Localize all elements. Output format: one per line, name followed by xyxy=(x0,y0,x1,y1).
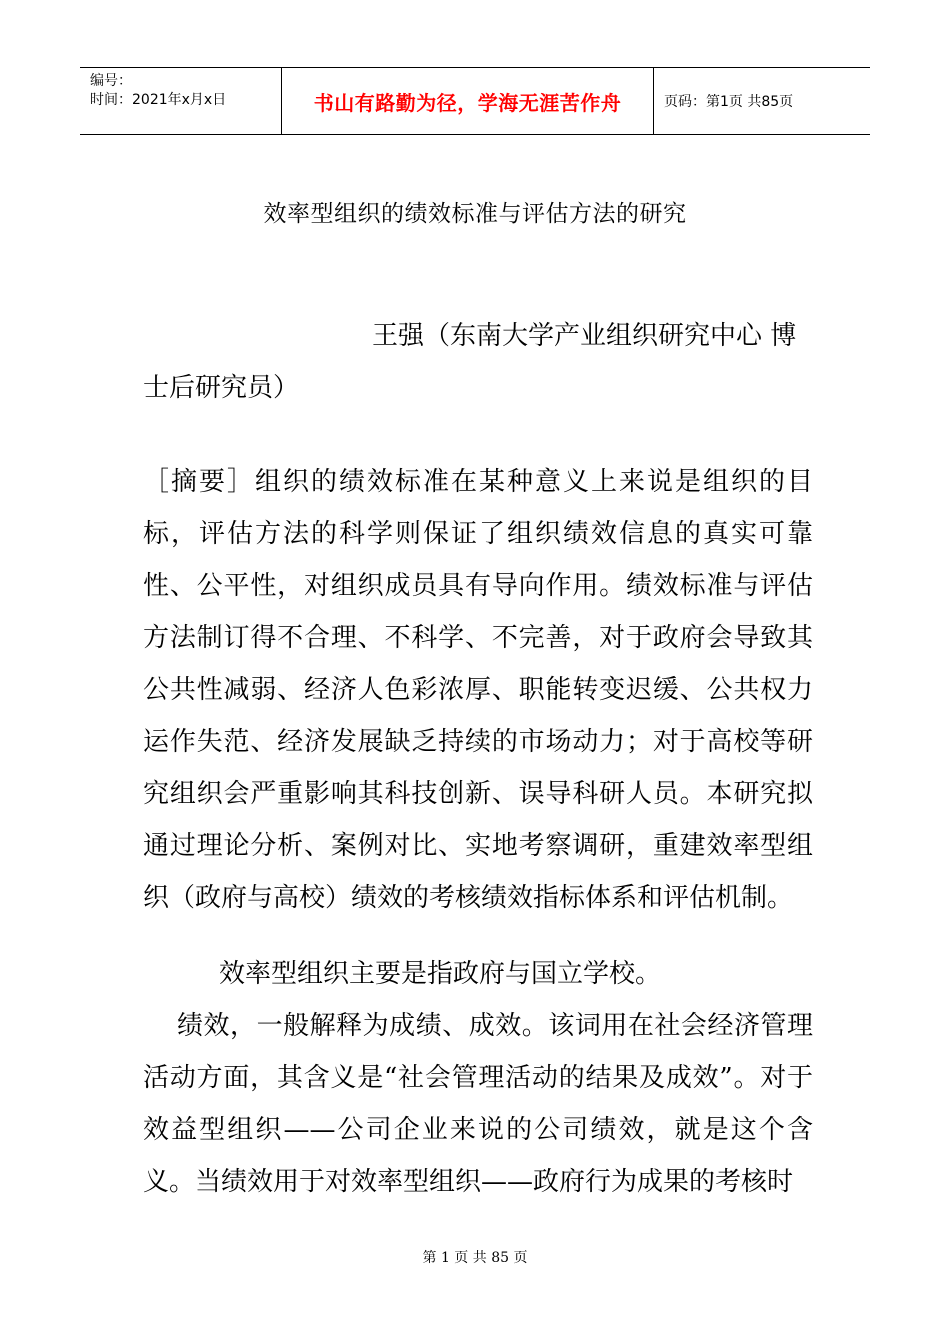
document-header xyxy=(80,67,870,135)
number-label: 编号： xyxy=(90,73,132,89)
time-label: 时间：2021年x月x日 xyxy=(90,92,227,108)
header-motto: 书山有路勤为径，学海无涯苦作舟 xyxy=(282,68,654,134)
abstract-paragraph: ［摘要］组织的绩效标准在某种意义上来说是组织的目标，评估方法的科学则保证了组织绩效信息的真实可靠性、公平性，对组织成员具有导向作用。绩效标准与评估方法制订得不合理、不科学、不完善，对于政府会导致其公共性减弱、经济人色彩浓厚、职能转变迟缓、公共权力运作失范、经济发展缺乏持续的市场动力；对于高校等研究组织会严重影响其科技创新、误导科研人员。本研究拟通过理论分析、案例对比、实地考察调研，重建效率型组织（政府与高校）绩效的考核绩效指标体系和评估机制。 xyxy=(143,467,813,913)
document-title: 效率型组织的绩效标准与评估方法的研究 xyxy=(263,201,687,227)
body-paragraph-2: 绩效，一般解释为成绩、成效。该词用在社会经济管理活动方面，其含义是“社会管理活动的结果及成效”。对于效益型组织——公司企业来说的公司绩效，就是这个含义。当绩效用于对效率型组织——政府行为成果的考核时 xyxy=(143,1011,813,1197)
header-page-info: 页码：第1页 共85页 xyxy=(664,94,794,110)
header-meta xyxy=(80,68,282,134)
body-paragraph-1: 效率型组织主要是指政府与国立学校。 xyxy=(219,959,662,989)
author-line: 王强（东南大学产业组织研究中心 博士后研究员） xyxy=(143,321,797,403)
page-footer: 第 1 页 共 85 页 xyxy=(422,1250,528,1266)
